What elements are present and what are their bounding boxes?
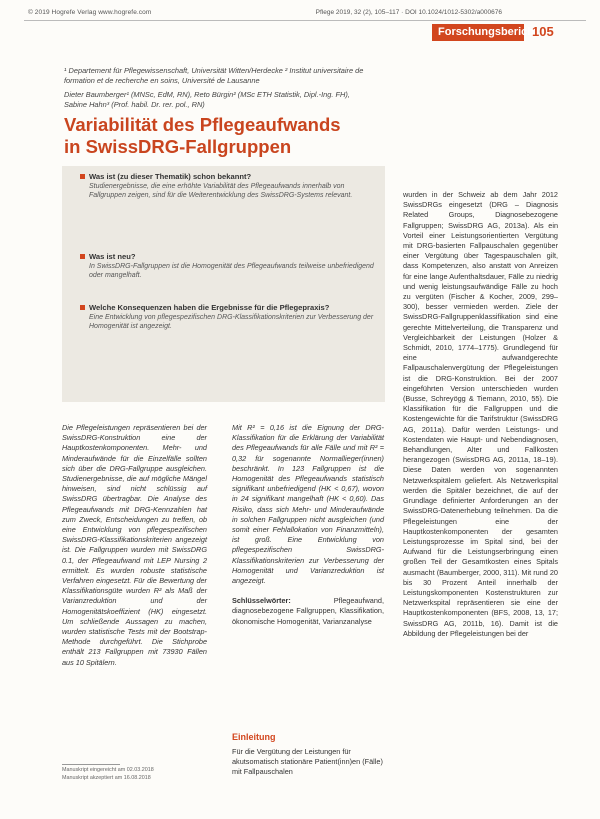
- key-point: [80, 252, 380, 281]
- section-heading-einleitung: Einleitung: [232, 732, 276, 742]
- title-line: Variabilität des Pflegeaufwands: [64, 114, 341, 135]
- note-line: Manuskript eingereicht am 02.03.2018: [62, 767, 154, 773]
- keywords-label: Schlüsselwörter:: [232, 596, 291, 606]
- keywords-list: Pflegeaufwand, diagnosebezogene Fallgruppen, Klassifikation, ökonomische Homogenität, Varianzanalyse: [232, 596, 384, 626]
- key-point-answer: In SwissDRG-Fallgruppen ist die Homogenität des Pflegeaufwands teilweise unbefriedigend oder mangelhaft.: [89, 263, 374, 280]
- authors: [64, 90, 394, 110]
- key-point-question: Welche Konsequenzen haben die Ergebnisse für die Pflegepraxis?: [80, 303, 380, 313]
- section-tag: Forschungsbericht: [432, 24, 524, 41]
- affiliations: ¹ Departement für Pflegewissenschaft, Universität Witten/Herdecke ² Institut universitaire de formation et de recherche en soins, Université de Lausanne: [64, 66, 364, 85]
- author-line: Sabine Hahn³ (Prof. habil. Dr. rer. pol., RN): [64, 100, 205, 109]
- header-rule: [24, 20, 586, 21]
- manuscript-notes: [62, 767, 222, 782]
- running-header-left: © 2019 Hogrefe Verlag www.hogrefe.com: [28, 9, 152, 16]
- body-column-3: wurden in der Schweiz ab dem Jahr 2012 SwissDRGs eingesetzt (DRG – Diagnosis Related Groups, Diagnosebezogene Fallgruppen; SwissDRG AG, 2013a). Als ein Vorteil einer Leistungsorientierten Vergütung mit DRG-basierten Fallpauschalen gegenüber einer Vergütung über Tagespauschalen gilt, dass Kompetenzen, also anstatt von Anreizen für eine lange Aufenthaltsdauer, Fälle zu niedrig und wenig leistungsaufwändige Fälle zu hoch zu vergüten (Fischer & Kocher, 2009, 299–300), besser vermieden werden. Ziele der SwissDRG-Fallgruppenklassifikation sind eine gerechte Mittelverteilung, die Transparenz und Vergleichbarkeit der Leistungen (Holzer & Schmidt, 2010, 1774–1775). Grundlegend für eine aufwandgerechte Fallpauschalenvergütung der Pflegeleistungen ist die DRG-Konstruktion. Bei der 2007 eingeführten Version unterschieden wurden (Busse, Schreyögg & Tiemann, 2010, 55). Die Klassifikation für die Fallgruppen und die Kostengewichte für die Tarifstruktur (SwissDRG AG, 2011a). Dafür werden Leistungs- und Kostendaten wie Haupt- und Nebendiagnosen, Behandlungen, Alter und Fallkosten herangezogen (SwissDRG AG, 2011a, 18–19). Diese Daten werden von sogenannten Netzwerkspitälern geliefert. Als Netzwerkspital werden die Spitäler bezeichnet, die auf der Grundlage definierter Anforderungen an der SwissDRG-Datenerhebung teilnehmen. Da die Pflegeleistungen eine der Hauptkostenkomponenten der gesamten Leistungsprozesse im Spital sind, bei der Aufwand für die Leistungserbringung einen großen Teil der Gesamtkosten eines Spitals ausmacht (Baumberger, 2000, 311). Mit rund 20 bis 30 Prozent Anteil innerhalb der Leistungskomponenten Kostenstrukturen zur Netzwerkspital repräsentieren sie eine der Hauptkostenkomponenten (BFS, 2008, 13, 17; SwissDRG AG, 2011b, 16). Damit ist die Abbildung der Pflegeleistungen bei der: [403, 190, 558, 638]
- key-point: [80, 303, 380, 332]
- key-point: [80, 172, 380, 201]
- abstract-column-2: [232, 423, 384, 627]
- key-point-answer: Eine Entwicklung von pflegespezifischen DRG-Klassifikationskriterien zur Verbesserung der Homogenität ist angezeigt.: [89, 314, 374, 331]
- article-title: [64, 114, 394, 158]
- notes-rule: [62, 764, 120, 765]
- note-line: Manuskript akzeptiert am 16.08.2018: [62, 774, 151, 781]
- key-points-box: [62, 166, 385, 402]
- key-point-question: Was ist (zu dieser Thematik) schon bekannt?: [80, 172, 380, 182]
- key-point-question: Was ist neu?: [80, 252, 380, 262]
- title-line: in SwissDRG-Fallgruppen: [64, 136, 292, 157]
- intro-text: Für die Vergütung der Leistungen für akutsomatisch stationäre Patient(inn)en (Fälle) mit Fallpauschalen: [232, 747, 383, 777]
- page-number: 105: [532, 24, 554, 39]
- author-line: Dieter Baumberger¹ (MNSc, EdM, RN), Reto Bürgin² (MSc ETH Statistik, Dipl.-Ing. FH),: [64, 90, 350, 99]
- abstract-column-1: Die Pflegeleistungen repräsentieren bei der SwissDRG-Konstruktion eine der Hauptkostenkomponenten. Mehr- und Minderaufwände für die Einzelfälle sollten sich über die DRG-Fallgruppe ausgleichen. Studienergebnisse, die auf mögliche Mängel hinweisen, sind nicht schlüssig auf SwissDRG übertragbar. Die Analyse des Pflegeaufwands mit DRG-Kennzahlen hat zum Zweck, Entscheidungen zu treffen, ob eine Entwicklung von pflegespezifischen SwissDRG-Klassifikationskriterien angezeigt ist. Die Fallgruppen wurden mit SwissDRG 0.1, der Pflegeaufwand mit LEP Nursing 2 ermittelt. Es wurden robuste statistische Verfahren eingesetzt. Für die Bewertung der Klassifikationsgüte wurden R² als Maß der Varianzreduktion und der Homogenitätskoeffizient (HK) eingesetzt. Um schließende Aussagen zu machen, wurden statistische Tests mit der Bootstrap-Methode durchgeführt. Die Stichprobe enthält 213 Fallgruppen mit 73930 Fällen aus 10 Spitälern.: [62, 423, 207, 667]
- abstract-text: Mit R² = 0,16 ist die Eignung der DRG-Klassifikation für die Erklärung der Variabilität des Pflegeaufwands für alle Fälle und mit R² = 0,32 für sogenannte Normallieger(innen) beschränkt. In 123 Fallgruppen ist die Homogenität des Pflegeaufwands statistisch signifikant unbefriedigend (HK < 0,67), wovon in 24 signifikant mangelhaft (HK < 0,60). Das Risiko, dass sich Mehr- und Minderaufwände in solchen Fallgruppen nicht ausgleichen (und somit einer Fehlallokation von Finanzmitteln), ist groß. Eine Entwicklung von pflegespezifischen SwissDRG-Klassifikationskriterien zur Verbesserung der Homogenität und Varianzreduktion ist angezeigt.: [232, 423, 384, 586]
- key-point-answer: Studienergebnisse, die eine erhöhte Variabilität des Pflegeaufwands innerhalb von Fallgruppen zeigen, sind für die Weiterentwicklung des SwissDRG-Systems relevant.: [89, 183, 353, 200]
- running-header-right: Pflege 2019, 32 (2), 105–117 · DOI 10.1024/1012-5302/a000676: [315, 9, 502, 16]
- keywords: [232, 596, 384, 627]
